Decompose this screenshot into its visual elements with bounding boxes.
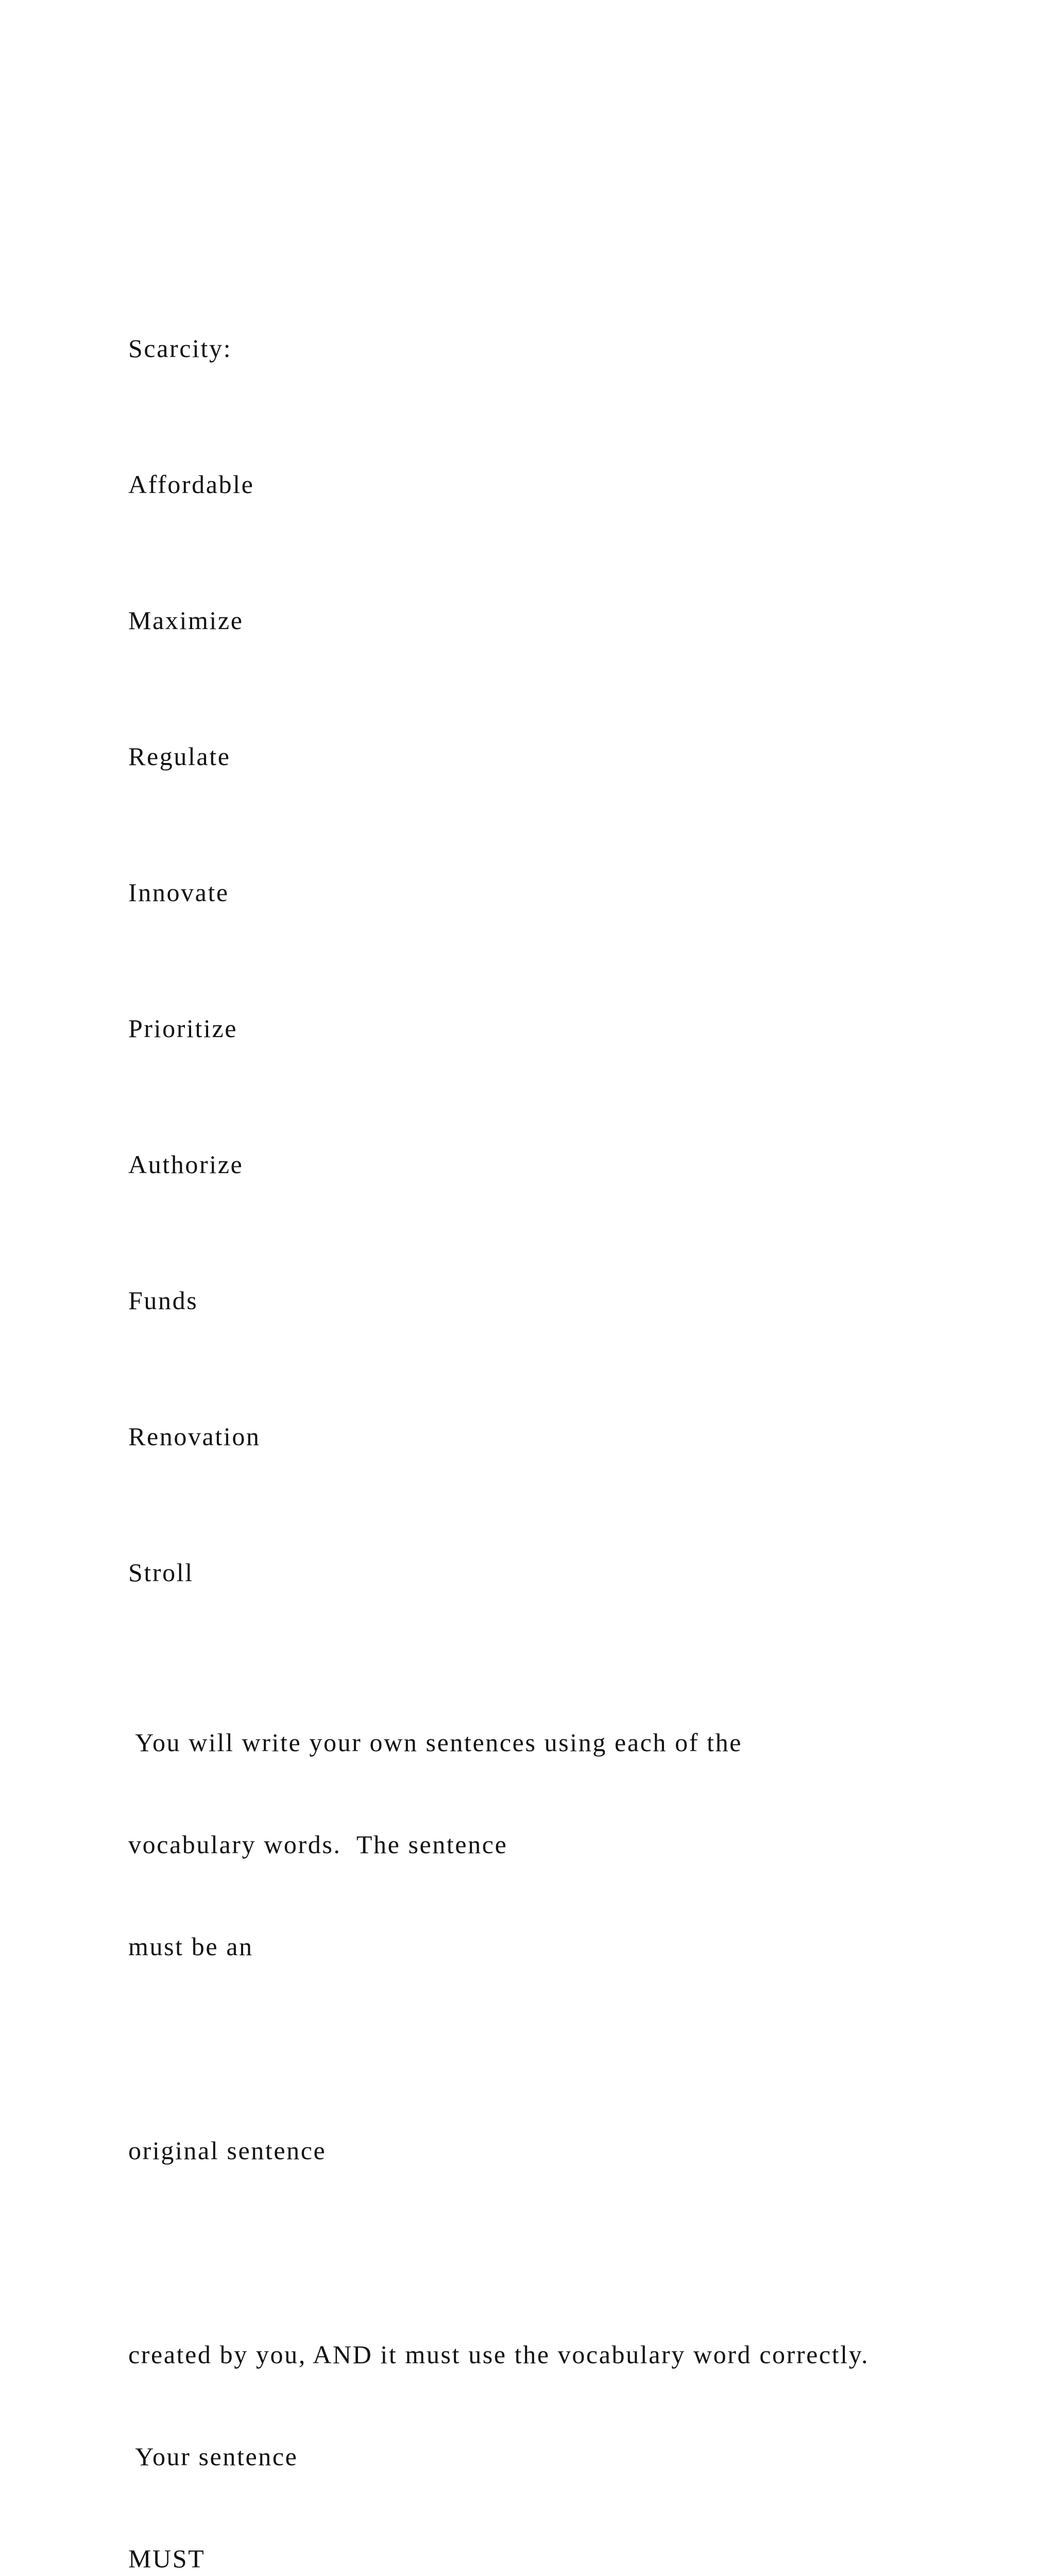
instruction-line-1: You will write your own sentences using each of the — [128, 1728, 742, 1757]
instruction-line-7: MUST — [128, 2544, 206, 2573]
vocab-word-funds: Funds — [128, 1286, 198, 1315]
vocab-word-scarcity: Scarcity: — [128, 334, 232, 363]
vocab-word-prioritize: Prioritize — [128, 1014, 238, 1043]
instruction-line-6: Your sentence — [128, 2442, 298, 2471]
vocab-word-maximize: Maximize — [128, 606, 244, 635]
instruction-line-5: created by you, AND it must use the vocabulary word correctly. — [128, 2340, 870, 2369]
instruction-line-2: vocabulary words. The sentence — [128, 1830, 508, 1859]
instruction-line-4: original sentence — [128, 2136, 327, 2165]
vocab-word-authorize: Authorize — [128, 1150, 244, 1179]
vocab-word-regulate: Regulate — [128, 742, 231, 771]
instruction-blank-1 — [128, 2031, 1014, 2065]
instruction-blank-2 — [128, 2235, 1014, 2269]
instruction-line-3: must be an — [128, 1932, 253, 1961]
document-body — [128, 263, 1014, 2576]
vocab-word-affordable: Affordable — [128, 470, 254, 499]
vocab-word-renovation: Renovation — [128, 1422, 261, 1451]
vocab-word-innovate: Innovate — [128, 878, 229, 907]
vocab-word-stroll: Stroll — [128, 1558, 194, 1587]
